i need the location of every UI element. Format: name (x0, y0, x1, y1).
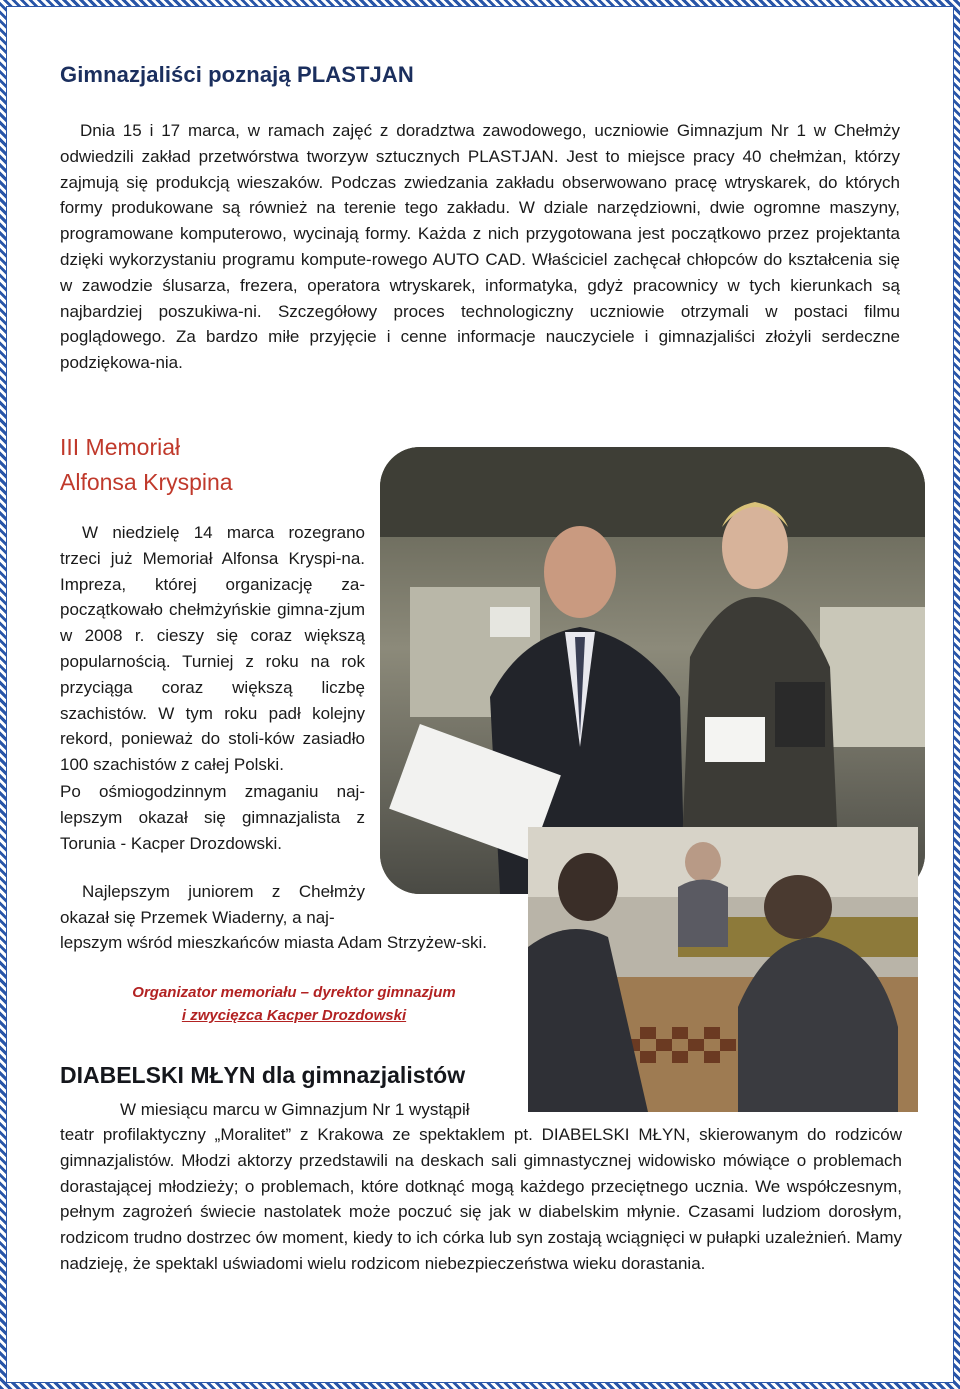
article-title-memorial: III Memoriał Alfonsa Kryspina (60, 434, 233, 495)
memorial-paragraph-2: Po ośmiogodzinnym zmaganiu naj-lepszym okazał się gimnazjalista z Torunia - Kacper Drozdowski. (60, 782, 365, 853)
memorial-paragraph-1: W niedzielę 14 marca rozegrano trzeci już Memoriał Alfonsa Kryspi-na. Impreza, której organizację za-początkowało chełmżyńskie gimna-zjum w 2008 r. cieszy się coraz większą popularnością. Turniej z roku na rok przyciąga coraz większą liczbę szachistów. W tym roku padł kolejny rekord, ponieważ do stoli-ków zasiadło 100 szachistów z całej Polski. (60, 523, 365, 775)
article-title-diabelski-mlyn: DIABELSKI MŁYN dla gimnazjalistów (60, 1062, 466, 1088)
photo-chess-tournament (528, 827, 918, 1112)
diabelski-body: teatr profilaktyczny „Moralitet” z Krakowa ze spektaklem pt. DIABELSKI MŁYN, skierowanym do rodziców gimnazjalistów. Młodzi aktorzy przedstawili na deskach sali gimnastycznej widowisko mówiące o problemach dorastającej młodzieży; o problemach, które dotknąć mogą każdego przeciętnego ucznia. We współczesnym, pełnym zagrożeń świecie nastolatek może poczuć się jak w diabelskim młynie. Czasami ludziom dorosłym, rodzicom trudno dostrzec ów moment, kiedy to ich córka lub syn zostają wciągnięci w pułapki uzależnień. Mamy nadzieję, że spektakl uświadomi wielu rodzicom niebezpieczeństwa wieku dorastania. (60, 1125, 902, 1273)
diabelski-lead: W miesiącu marcu w Gimnazjum Nr 1 wystąpił (120, 1100, 470, 1119)
caption-line-2: i zwycięzca Kacper Drozdowski (181, 1007, 407, 1024)
caption-line-1: Organizator memoriału – dyrektor gimnazjum (132, 984, 456, 1001)
memorial-paragraph-3a: Najlepszym juniorem z Chełmży okazał się Przemek Wiaderny, a naj- (60, 882, 365, 927)
memorial-paragraph-3b: lepszym wśród mieszkańców miasta Adam Strzyżew-ski. (60, 933, 488, 952)
article-body-plastjan: Dnia 15 i 17 marca, w ramach zajęć z doradztwa zawodowego, uczniowie Gimnazjum Nr 1 w Chełmży odwiedzili zakład przetwórstwa tworzyw sztucznych PLASTJAN. Jest to miejsce pracy 40 chełmżan, którzy zajmują się produkcją wieszaków. Podczas zwiedzania zakładu obserwowano pracę wtryskarek, do których formy produkowane są również na terenie tego zakładu. W dziale narzędziowni, dwie ogromne maszyny, programowane komputerowo, wycinają formy. Każda z nich przygotowana jest początkowo przez projektanta dzięki wykorzystaniu programu kompute-rowego AUTO CAD. Właściciel zachęcał chłopców do kształcenia się w zawodzie ślusarza, frezera, operatora wtryskarek, informatyka, gdyż pracownicy w tych kierunkach są najbardziej poszukiwa-ni. Szczegółowy proces technologiczny uczniowie otrzymali w postaci filmu poglądowego. Za bardzo miłe przyjęcie i cenne informacje nauczyciele i gimnazjaliści złożyli serdeczne podziękowa-nia. (60, 121, 900, 373)
photo-caption (60, 981, 528, 1027)
article-title-plastjan: Gimnazjaliści poznają PLASTJAN (60, 62, 414, 87)
